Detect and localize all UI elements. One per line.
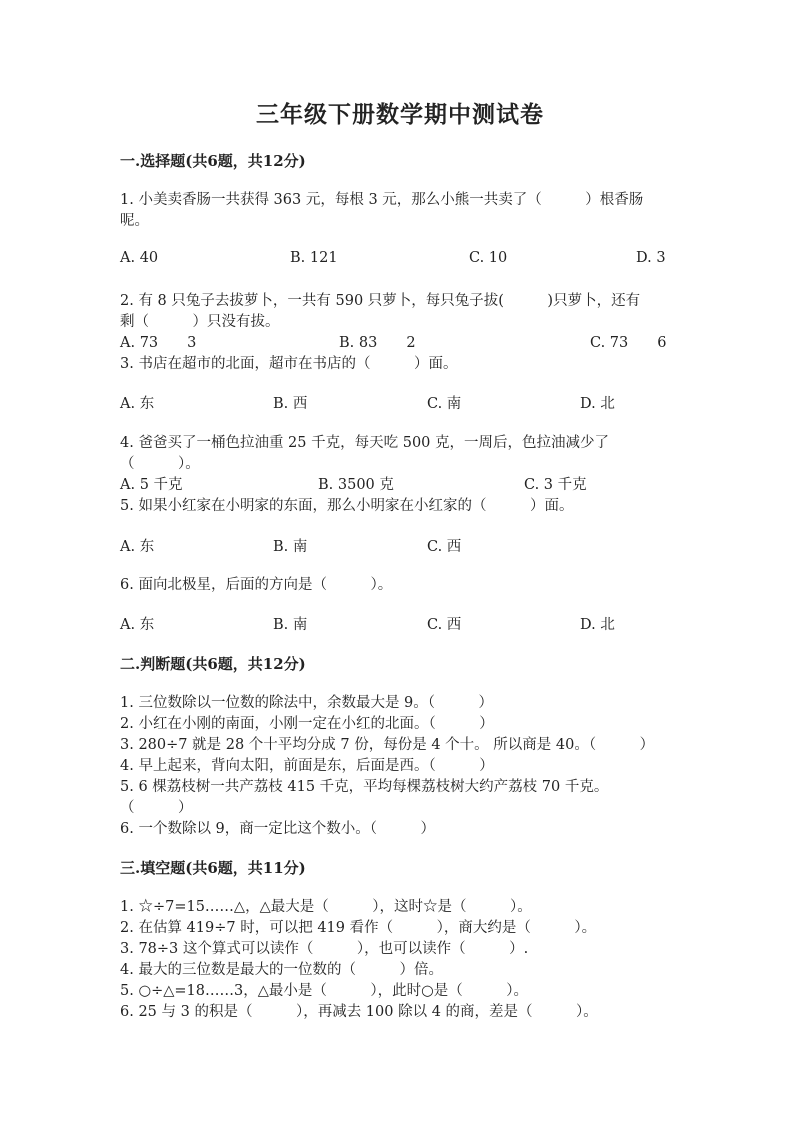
option-b: B. 南 bbox=[273, 539, 308, 555]
question-text: 呢。 bbox=[120, 213, 149, 229]
option-a: A. 73 3 bbox=[120, 335, 197, 351]
option-b: B. 3500 克 bbox=[318, 477, 394, 493]
option-d: D. 北 bbox=[580, 617, 615, 633]
question-text: 1. 小美卖香肠一共获得 363 元，每根 3 元，那么小熊一共卖了（ ）根香肠 bbox=[120, 192, 644, 208]
question-text: 5. 如果小红家在小明家的东面，那么小明家在小红家的（ ）面。 bbox=[120, 498, 574, 514]
question-text: 2. 有 8 只兔子去拔萝卜，一共有 590 只萝卜，每只兔子拔( )只萝卜，还有 bbox=[120, 293, 641, 309]
question-text: 3. 书店在超市的北面，超市在书店的（ ）面。 bbox=[120, 356, 458, 372]
option-b: B. 西 bbox=[273, 396, 308, 412]
option-c: C. 西 bbox=[427, 539, 462, 555]
judge-line: （ ） bbox=[120, 800, 193, 816]
option-c: C. 10 bbox=[469, 250, 508, 266]
option-b: B. 南 bbox=[273, 617, 308, 633]
option-b: B. 83 2 bbox=[339, 335, 416, 351]
option-a: A. 东 bbox=[120, 539, 155, 555]
option-d: D. 3 bbox=[636, 250, 666, 266]
judge-line: 3. 280÷7 就是 28 个十平均分成 7 份，每份是 4 个十。 所以商是 40。（ ） bbox=[120, 737, 655, 753]
option-b: B. 121 bbox=[290, 250, 338, 266]
page-title: 三年级下册数学期中测试卷 bbox=[256, 101, 544, 128]
question-text: 6. 面向北极星，后面的方向是（ ）。 bbox=[120, 577, 393, 593]
option-c: C. 南 bbox=[427, 396, 462, 412]
question-text: 4. 爸爸买了一桶色拉油重 25 千克，每天吃 500 克，一周后，色拉油减少了 bbox=[120, 435, 610, 451]
section-heading-judge: 二.判断题(共6题，共12分) bbox=[120, 655, 306, 673]
fill-line: 1. ☆÷7=15……△，△最大是（ ），这时☆是（ ）。 bbox=[120, 899, 532, 915]
option-c: C. 73 6 bbox=[590, 335, 667, 351]
section-heading-choice: 一.选择题(共6题，共12分) bbox=[120, 152, 306, 170]
judge-line: 5. 6 棵荔枝树一共产荔枝 415 千克，平均每棵荔枝树大约产荔枝 70 千克。 bbox=[120, 779, 609, 795]
section-heading-fill: 三.填空题(共6题，共11分) bbox=[120, 859, 306, 877]
fill-line: 3. 78÷3 这个算式可以读作（ ），也可以读作（ ）. bbox=[120, 941, 529, 957]
option-a: A. 东 bbox=[120, 617, 155, 633]
question-text: 剩（ ）只没有拔。 bbox=[120, 314, 280, 330]
option-d: D. 北 bbox=[580, 396, 615, 412]
option-a: A. 5 千克 bbox=[120, 477, 183, 493]
option-c: C. 西 bbox=[427, 617, 462, 633]
option-a: A. 40 bbox=[120, 250, 159, 266]
fill-line: 5. ○÷△=18……3，△最小是（ ），此时○是（ ）。 bbox=[120, 983, 529, 999]
judge-line: 6. 一个数除以 9，商一定比这个数小。（ ） bbox=[120, 821, 436, 837]
option-a: A. 东 bbox=[120, 396, 155, 412]
judge-line: 4. 早上起来，背向太阳，前面是东，后面是西。（ ） bbox=[120, 758, 494, 774]
option-c: C. 3 千克 bbox=[524, 477, 587, 493]
fill-line: 6. 25 与 3 的积是（ ），再减去 100 除以 4 的商，差是（ ）。 bbox=[120, 1004, 598, 1020]
fill-line: 2. 在估算 419÷7 时，可以把 419 看作（ ），商大约是（ ）。 bbox=[120, 920, 597, 936]
fill-line: 4. 最大的三位数是最大的一位数的（ ）倍。 bbox=[120, 962, 443, 978]
question-text: （ ）。 bbox=[120, 456, 200, 472]
judge-line: 2. 小红在小刚的南面，小刚一定在小红的北面。（ ） bbox=[120, 716, 494, 732]
judge-line: 1. 三位数除以一位数的除法中，余数最大是 9。（ ） bbox=[120, 695, 494, 711]
